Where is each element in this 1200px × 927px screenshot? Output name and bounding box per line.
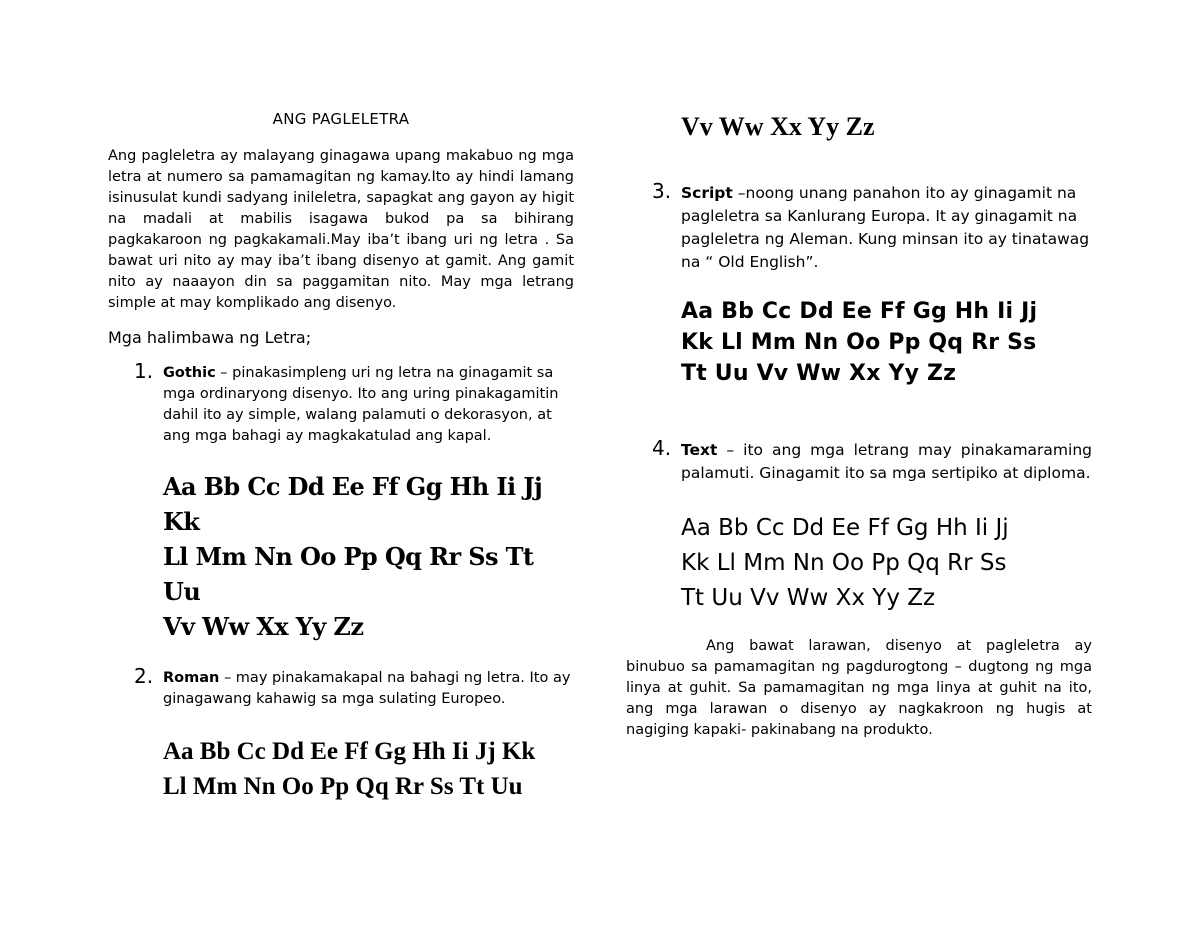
- list-item-gothic: [108, 359, 574, 447]
- item-description: – pinakasimpleng uri ng letra na ginagamit sa mga ordinaryong disenyo. Ito ang uring pinakagamitin dahil ito ay simple, walang palamuti o dekorasyon, at ang mga bahagi ay magkakatulad ang kapal.: [163, 365, 559, 444]
- sample-line: Kk Ll Mm Nn Oo Pp Qq Rr Ss: [681, 550, 1007, 576]
- roman-sample: [163, 734, 574, 804]
- item-text: [163, 668, 574, 710]
- list-item-text: [626, 436, 1092, 485]
- closing-paragraph: Ang bawat larawan, disenyo at pagleletra ay binubuo sa pamamagitan ng pagdurogtong – dugtong ng mga linya at guhit. Sa pamamagitan ng mga linya at guhit na ito, ang mga larawan o disenyo ay nagkakroon ng hugis at nagiging kapaki- pakinabang na produkto.: [626, 638, 1092, 738]
- left-column: [108, 106, 574, 804]
- roman-sample-continued: Vv Ww Xx Yy Zz: [681, 112, 875, 141]
- examples-heading: Mga halimbawa ng Letra;: [108, 328, 312, 347]
- sample-line: Ll Mm Nn Oo Pp Qq Rr Ss Tt Uu: [163, 773, 523, 800]
- intro-paragraph: Ang pagleletra ay malayang ginagawa upang makabuo ng mga letra at numero sa pamamagitan ng kamay.Ito ay hindi lamang isinusulat kundi sadyang inileletra, sapagkat ang gayon ay higit na madali at mabilis isagawa bukod pa sa bihirang pagkakaroon ng pagkakamali.May iba’t ibang uri ng letra . Sa bawat uri nito ay may iba’t ibang disenyo at gamit. Ang gamit nito ay naaayon din sa paggamitan nito. May mga letrang simple at may komplikado ang disenyo.: [108, 148, 574, 311]
- item-number: 2.: [134, 664, 154, 688]
- item-text: [681, 439, 1092, 485]
- gothic-sample: [163, 469, 574, 644]
- right-column: [626, 112, 1092, 741]
- item-number: 1.: [134, 359, 154, 383]
- item-text: [681, 182, 1092, 274]
- sample-line: Aa Bb Cc Dd Ee Ff Gg Hh Ii Jj Kk: [163, 738, 536, 765]
- item-description: – may pinakamakapal na bahagi ng letra. Ito ay ginagawang kahawig sa mga sulating Europeo.: [163, 670, 571, 707]
- list-item-roman: [108, 664, 574, 710]
- sample-line: Aa Bb Cc Dd Ee Ff Gg Hh Ii Jj Kk: [163, 472, 543, 536]
- item-name: Text: [681, 441, 718, 459]
- list-item-script: [626, 179, 1092, 274]
- item-description: – ito ang mga letrang may pinakamaraming palamuti. Ginagamit ito sa mga sertipiko at diploma.: [681, 441, 1092, 482]
- page-title: ANG PAGLELETRA: [272, 110, 410, 128]
- item-name: Roman: [163, 670, 220, 686]
- item-name: Script: [681, 184, 733, 202]
- sample-line: Tt Uu Vv Ww Xx Yy Zz: [681, 361, 957, 386]
- sample-line: Vv Ww Xx Yy Zz: [163, 612, 364, 641]
- script-sample: [681, 296, 1092, 389]
- item-name: Gothic: [163, 365, 216, 381]
- sample-line: Aa Bb Cc Dd Ee Ff Gg Hh Ii Jj: [681, 299, 1038, 324]
- sample-line: Ll Mm Nn Oo Pp Qq Rr Ss Tt Uu: [163, 542, 534, 606]
- item-description: –noong unang panahon ito ay ginagamit na pagleletra sa Kanlurang Europa. It ay ginagamit na pagleletra ng Aleman. Kung minsan ito ay tinatawag na “ Old English”.: [681, 184, 1090, 271]
- text-sample: [681, 511, 1092, 616]
- sample-line: Tt Uu Vv Ww Xx Yy Zz: [681, 585, 936, 611]
- sample-line: Kk Ll Mm Nn Oo Pp Qq Rr Ss: [681, 330, 1037, 355]
- item-text: [163, 363, 574, 447]
- sample-line: Aa Bb Cc Dd Ee Ff Gg Hh Ii Jj: [681, 515, 1009, 541]
- item-number: 3.: [652, 179, 672, 203]
- item-number: 4.: [652, 436, 672, 460]
